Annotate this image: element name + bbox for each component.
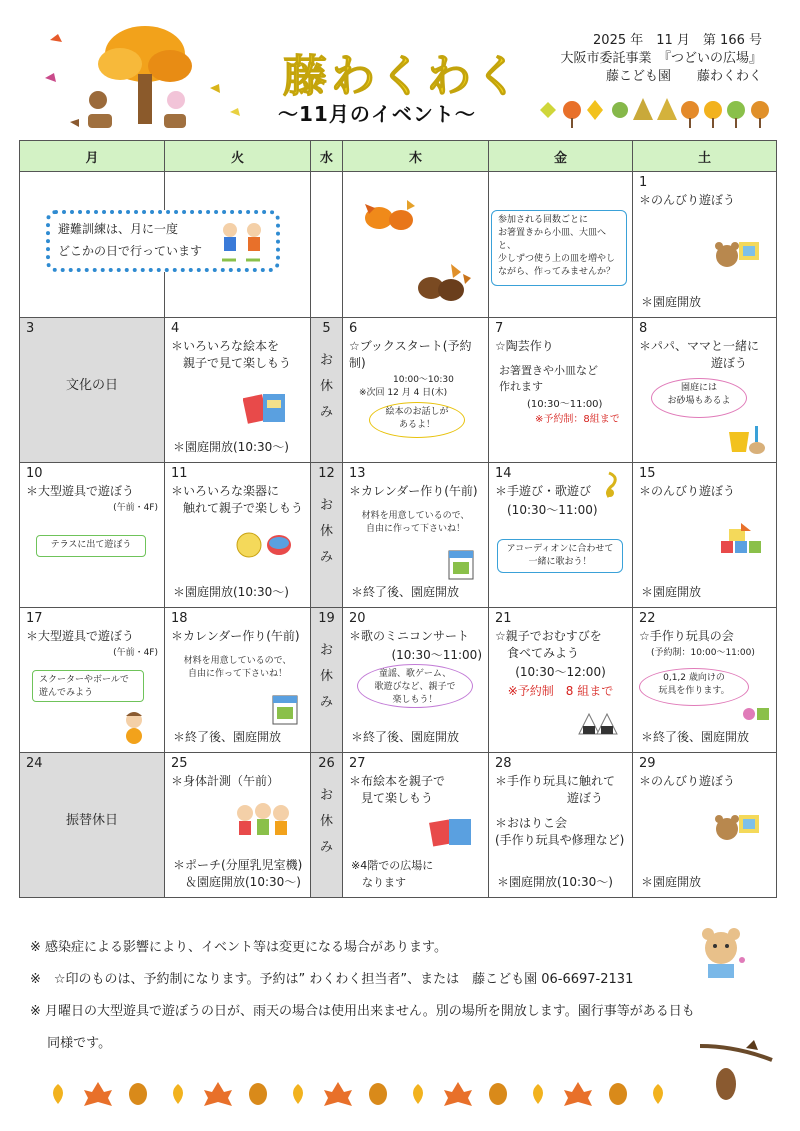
garden-open-text: ＊園庭開放 [641,295,702,309]
day-number: 5 [322,321,331,336]
reservation-note: ※予約制：8組まで [535,414,620,425]
calendar-icon [447,549,475,581]
day-number: 6 [349,321,358,336]
event-time: 10:00〜10:30 [393,375,454,385]
speech-bubble: スクーターやボールで 遊んでみよう [32,670,144,702]
day-number: 27 [349,756,366,771]
event-text-2: ＊おはりこ会 (手作り玩具や修理など) [495,816,625,847]
day-cell-empty [343,172,489,318]
day-number: 22 [639,611,656,626]
garden-open-text: ＊終了後、園庭開放 [641,730,750,744]
event-text: ＊カレンダー作り(午前) [349,484,478,498]
closed-label: お 休 み [319,788,333,855]
speech-bubble: 0,1,2 歳向けの 玩具を作ります。 [639,668,749,706]
day-cell-20 [343,608,489,753]
day-number: 13 [349,466,366,481]
day-number: 20 [349,611,366,626]
issue-number: 2025 年 11 月 第 166 号 [593,33,762,48]
event-time: (10:30〜11:00) [507,503,598,517]
day-cell-5 [311,318,343,463]
event-text: ＊いろいろな絵本を 親子で見て楽しもう [171,339,292,370]
event-text: ＊カレンダー作り(午前) [171,629,300,643]
day-cell-1 [633,172,777,318]
event-text: ＊のんびり遊ぼう [639,484,736,498]
event-text: ＊布絵本を親子で 見て楽しもう [349,774,446,805]
cloth-book-icon [429,815,475,849]
autumn-tree-illustration [40,22,250,134]
event-sub: (予約制：10:00〜11:00) [651,648,755,658]
event-text: ＊のんびり遊ぼう [639,774,736,788]
day-number: 7 [495,321,504,336]
day-cell-10 [20,463,165,608]
event-text: ＊大型遊具で遊ぼう [26,484,135,498]
event-detail: 材料を用意しているので、 自由に作って下さいね！ [361,511,470,534]
speech-bubble: アコーディオンに合わせて 一緒に歌おう！ [497,539,623,573]
holiday-label: 文化の日 [65,378,118,393]
event-text: ＊歌のミニコンサート [349,629,470,643]
closed-label: お 休 み [319,643,333,710]
day-number: 14 [495,466,512,481]
day-number: 26 [318,756,335,771]
weekday-mon: 月 [20,141,165,172]
notice-1: ※ 感染症による影響により、イベント等は変更になる場合があります。 [30,940,447,955]
day-cell-24 [20,753,165,898]
day-number: 10 [26,466,43,481]
day-number: 15 [639,466,656,481]
weekday-header-row [20,141,777,172]
notice-2: ※ ☆印のものは、予約制になります。予約は” わくわく担当者”、または 藤こども園 06-6697-2131 [30,972,634,987]
day-number: 17 [26,611,43,626]
day-cell-6 [343,318,489,463]
day-cell-empty [311,172,343,318]
day-cell-3 [20,318,165,463]
day-cell-8 [633,318,777,463]
event-text: ＊大型遊具で遊ぼう [26,629,135,643]
musical-instruments-icon [235,529,301,561]
calendar-week-3 [20,463,777,608]
next-session: ※次回 12 月 4 日(木) [359,388,448,398]
event-time: (10:30〜12:00) [515,665,606,679]
calendar-week-2 [20,318,777,463]
calendar-week-4 [20,608,777,753]
picture-book-icon [243,390,289,426]
chestnut-icon [411,260,475,304]
autumn-trees-decoration [540,96,780,130]
child-with-ball-icon [116,708,152,744]
day-number: 12 [318,466,335,481]
day-number: 28 [495,756,512,771]
day-number: 18 [171,611,188,626]
organization-line-2: 藤こども園 藤わくわく [605,69,762,84]
day-number: 29 [639,756,656,771]
weekday-wed: 水 [311,141,343,172]
closed-label: お 休 み [319,498,333,565]
speech-bubble: 童謡、歌ゲーム、 歌遊びなど、親子で 楽しもう！ [357,664,473,708]
day-cell-27 [343,753,489,898]
handmade-toy-icon [741,700,771,726]
speech-bubble: 参加される回数ごとに お箸置きから小皿、大皿へと、 少しずつ使う上の皿を増やし ながら、作ってみませんか？ [491,210,627,286]
event-detail: お箸置きや小皿など 作れます [499,364,598,393]
weekday-thu: 木 [343,141,489,172]
event-text: ＊のんびり遊ぼう [639,193,736,207]
event-text: ＊身体計測（午前） [171,774,280,788]
newsletter-title: 藤わくわく [283,51,523,102]
garden-open-text: ＊園庭開放 [641,875,702,889]
calendar-icon [271,694,299,726]
day-cell-29 [633,753,777,898]
rice-ball-icon [575,708,621,738]
day-cell-4 [165,318,311,463]
bear-mascot-icon [694,924,748,982]
page-header [0,0,800,140]
sand-bucket-icon [725,422,767,456]
garden-open-text: ＊終了後、園庭開放 [173,730,282,744]
event-text: ＊いろいろな楽器に 触れて親子で楽しもう [171,484,304,515]
day-cell-28 [489,753,633,898]
speech-bubble: 絵本のお話しが あるよ！ [369,402,465,438]
day-cell-empty [489,172,633,318]
holiday-label: 振替休日 [65,813,118,828]
day-number: 19 [318,611,335,626]
event-time: (10:30〜11:00) [527,399,603,410]
event-text: ＊手作り玩具に触れて 遊ぼう [495,774,616,805]
weekday-fri: 金 [489,141,633,172]
day-cell-13 [343,463,489,608]
weekday-tue: 火 [165,141,311,172]
teddy-bear-icon [711,807,761,849]
event-text: ☆親子でおむすびを 食べてみよう [495,629,602,660]
day-cell-26 [311,753,343,898]
notice-4: 同様です。 [30,1036,112,1051]
reservation-note: ※予約制 8 組まで [507,684,614,698]
day-number: 21 [495,611,512,626]
day-cell-7 [489,318,633,463]
event-time: (10:30〜11:00) [391,648,482,662]
event-text: ☆陶芸作り [495,339,554,353]
event-text: ☆手作り玩具の会 [639,629,734,643]
notices [30,932,695,1060]
day-cell-18 [165,608,311,753]
organization-line-1: 大阪市委託事業 『つどいの広場』 [560,51,762,66]
autumn-leaves-border [50,1080,670,1108]
day-cell-21 [489,608,633,753]
event-sub: (午前・4F) [113,503,158,513]
evacuation-drill-notice [46,210,280,272]
event-sub: (午前・4F) [113,648,158,658]
day-cell-11 [165,463,311,608]
children-running-icon [216,220,268,264]
day-number: 25 [171,756,188,771]
day-number: 3 [26,321,35,336]
drill-text: 避難訓練は、月に一度 どこかの日で行っています [58,222,203,258]
speech-bubble: テラスに出て遊ぼう [36,535,146,557]
weekday-sat: 土 [633,141,777,172]
event-text: ☆ブックスタート(予約制) [349,339,472,370]
day-cell-15 [633,463,777,608]
closed-label: お 休 み [319,353,333,420]
children-measurement-icon [233,799,295,839]
persimmon-icon [357,194,427,234]
garden-open-text: ＊終了後、園庭開放 [351,585,460,599]
branch-with-pinecone-icon [696,1034,776,1108]
day-number: 8 [639,321,648,336]
garden-open-text: ＊園庭開放(10:30〜) [497,875,613,889]
event-text: ＊手遊び・歌遊び [495,484,592,498]
calendar-week-5 [20,753,777,898]
day-number: 24 [26,756,43,771]
garden-open-text: ＊園庭開放(10:30〜) [173,585,289,599]
teddy-bear-icon [711,234,761,276]
day-cell-17 [20,608,165,753]
day-cell-14 [489,463,633,608]
location-note: ※4階での広場に なります [351,859,434,889]
day-number: 1 [639,175,648,190]
event-detail: 材料を用意しているので、 自由に作って下さいね！ [183,656,292,679]
building-blocks-icon [719,521,763,557]
day-cell-19 [311,608,343,753]
event-text: ＊パパ、ママと一緒に 遊ぼう [639,339,760,370]
day-cell-22 [633,608,777,753]
day-number: 11 [171,466,188,481]
garden-open-text: ＊ポーチ(分厘乳児室機) ＆園庭開放(10:30〜) [173,858,303,889]
garden-open-text: ＊園庭開放 [641,585,702,599]
speech-bubble: 園庭には お砂場もあるよ [651,378,747,418]
newsletter-subtitle: 〜11月のイベント〜 [278,102,476,126]
music-note-icon [601,469,621,499]
publication-info [556,32,762,86]
garden-open-text: ＊園庭開放(10:30〜) [173,440,289,454]
day-number: 4 [171,321,180,336]
day-cell-25 [165,753,311,898]
day-cell-12 [311,463,343,608]
garden-open-text: ＊終了後、園庭開放 [351,730,460,744]
notice-3: ※ 月曜日の大型遊具で遊ぼうの日が、雨天の場合は使用出来ません。別の場所を開放します。園行事等がある日も [30,1004,695,1019]
